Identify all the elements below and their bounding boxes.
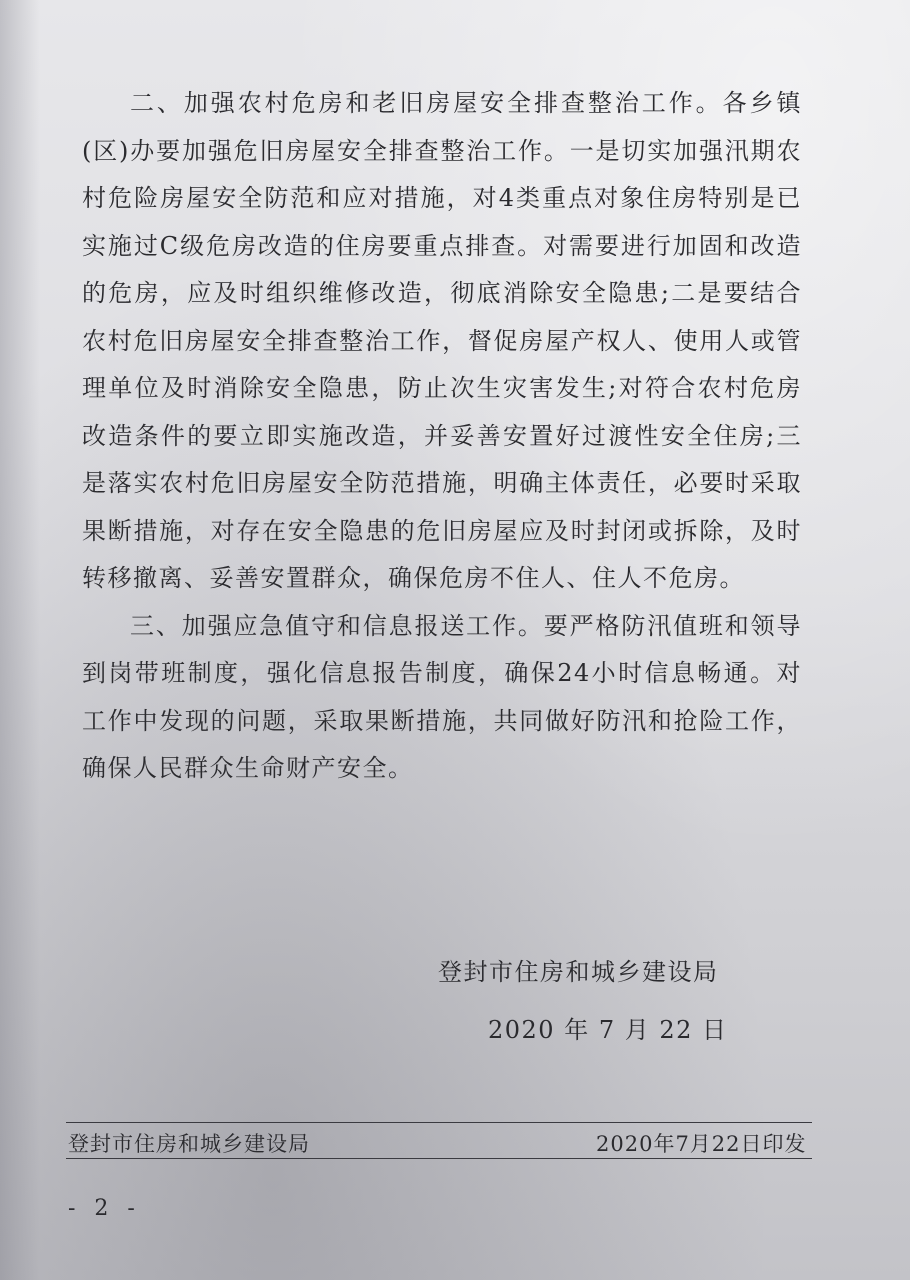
footer-rule-bottom: [66, 1158, 812, 1159]
signature-organization: 登封市住房和城乡建设局: [438, 958, 719, 986]
footer-print-date: 2020年7月22日印发: [596, 1132, 807, 1156]
signature-date: 2020 年 7 月 22 日: [488, 1016, 728, 1044]
footer-rule-top: [66, 1122, 812, 1123]
document-body: [82, 80, 802, 793]
footer-organization: 登封市住房和城乡建设局: [68, 1132, 310, 1156]
paragraph-housing-safety: 二、加强农村危房和老旧房屋安全排查整治工作。各乡镇(区)办要加强危旧房屋安全排查整治工作。一是切实加强汛期农村危险房屋安全防范和应对措施，对4类重点对象住房特别是已实施过C级危房改造的住房要重点排查。对需要进行加固和改造的危房，应及时组织维修改造，彻底消除安全隐患;二是要结合农村危旧房屋安全排查整治工作，督促房屋产权人、使用人或管理单位及时消除安全隐患，防止次生灾害发生;对符合农村危房改造条件的要立即实施改造，并妥善安置好过渡性安全住房;三是落实农村危旧房屋安全防范措施，明确主体责任，必要时采取果断措施，对存在安全隐患的危旧房屋应及时封闭或拆除，及时转移撤离、妥善安置群众，确保危房不住人、住人不危房。: [82, 89, 802, 592]
paragraph-emergency-duty: 三、加强应急值守和信息报送工作。要严格防汛值班和领导到岗带班制度，强化信息报告制度，确保24小时信息畅通。对工作中发现的问题，采取果断措施，共同做好防汛和抢险工作，确保人民群众生命财产安全。: [82, 611, 802, 782]
page-shadow: [0, 0, 40, 1280]
page-number: - 2 -: [68, 1196, 141, 1221]
